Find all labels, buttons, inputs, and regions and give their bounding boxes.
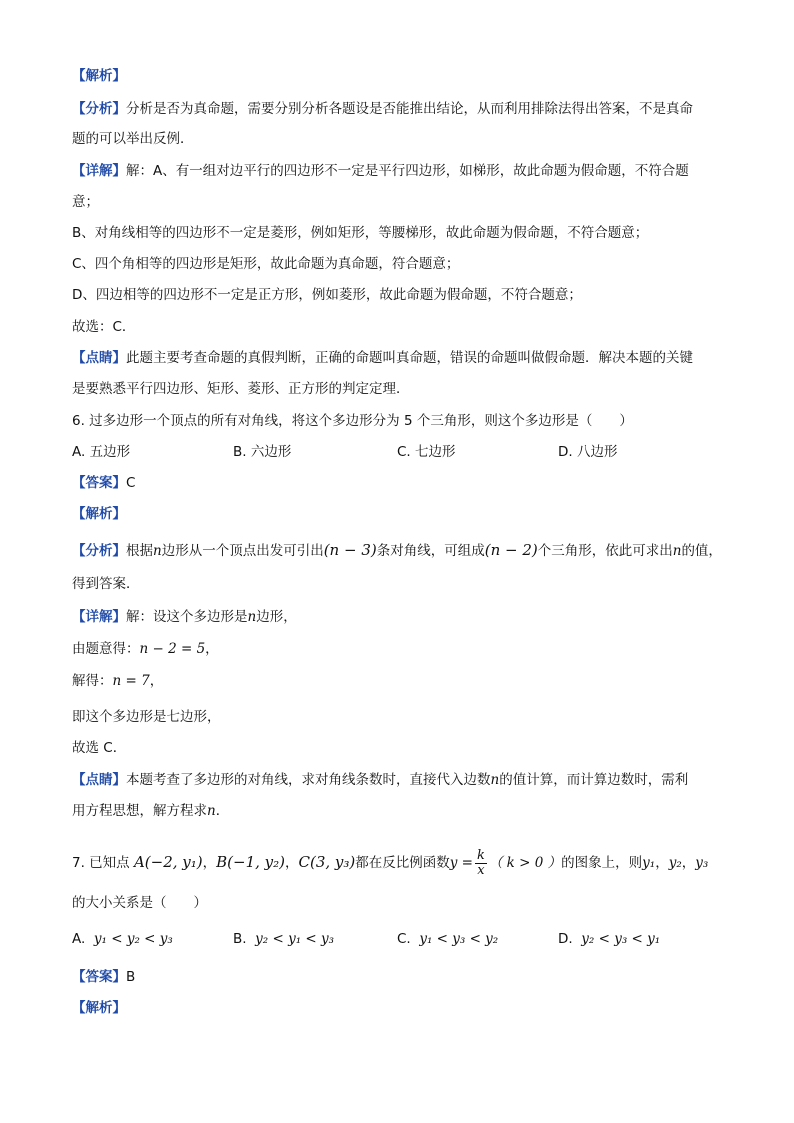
xiangjie-tag: 【详解】 bbox=[72, 609, 126, 625]
jiexi-tag: 【解析】 bbox=[72, 1000, 126, 1016]
q6-dianjing-a: 本题考查了多边形的对角线，求对角线条数时，直接代入边数 bbox=[126, 772, 491, 788]
q5-xiangjie-line1 bbox=[72, 162, 689, 180]
jiexi-tag: 【解析】 bbox=[72, 68, 126, 84]
q6-eq-label: 由题意得： bbox=[72, 641, 140, 657]
q7-jiexi-heading bbox=[72, 999, 126, 1017]
q6-dianjing-b: 的值计算，而计算边数时，需利 bbox=[499, 772, 689, 788]
answer-tag: 【答案】 bbox=[72, 969, 126, 985]
q7-opt-b-label: B. bbox=[233, 931, 247, 947]
q7-fn-lhs: y = bbox=[449, 855, 473, 871]
q7-opt-b-expr: y₂ < y₁ < y₃ bbox=[255, 931, 335, 947]
q6-xiangjie-n: n bbox=[247, 609, 257, 625]
q7-v2: y₂ bbox=[668, 855, 682, 871]
q6-solve-label: 解得： bbox=[72, 673, 113, 689]
q6-dianjing-line2 bbox=[72, 802, 229, 820]
q6-answer bbox=[72, 474, 135, 492]
q6-fenxi-b: 边形从一个顶点出发可引出 bbox=[161, 543, 324, 559]
q5-xiangjie-line2: 意； bbox=[72, 194, 99, 210]
q6-answer-value: C bbox=[126, 475, 136, 491]
q5-dianjing-line1 bbox=[72, 349, 693, 367]
q7-v1: y₁ bbox=[642, 855, 656, 871]
q6-equation-line bbox=[72, 640, 219, 658]
q7-opt-a-label: A. bbox=[72, 931, 86, 947]
q5-line-b: B、对角线相等的四边形不一定是菱形，例如矩形，等腰梯形，故此命题为假命题，不符合题意； bbox=[72, 225, 649, 241]
q7-frac-num: k bbox=[477, 847, 485, 863]
q6-fenxi-n2: n bbox=[672, 543, 682, 559]
q6-dianjing-line1 bbox=[72, 771, 688, 789]
q7-sep1: ， bbox=[202, 855, 217, 871]
q6-conclusion: 即这个多边形是七边形， bbox=[72, 709, 221, 725]
q6-xiangjie-line bbox=[72, 608, 297, 626]
q6-option-a: A. 五边形 bbox=[72, 444, 131, 460]
q7-option-c bbox=[397, 930, 498, 948]
q6-dianjing-l2a: 用方程思想，解方程求 bbox=[72, 803, 207, 819]
dianjing-tag: 【点睛】 bbox=[72, 350, 126, 366]
q7-opt-d-expr: y₂ < y₃ < y₁ bbox=[581, 931, 661, 947]
q7-point-b: B(−1, y₂) bbox=[216, 853, 286, 871]
q6-fenxi-line1 bbox=[72, 541, 722, 560]
q7-v3: y₃ bbox=[695, 855, 709, 871]
q7-sep3: ， bbox=[655, 855, 669, 871]
q7-condition: （ k > 0 ） bbox=[488, 855, 562, 871]
q7-sep2: ， bbox=[285, 855, 299, 871]
q7-stem-c: 的图象上，则 bbox=[561, 855, 643, 871]
q6-fenxi-a: 根据 bbox=[126, 543, 153, 559]
q6-stem: 6. 过多边形一个顶点的所有对角线，将这个多边形分为 5 个三角形，则这个多边形是（ ） bbox=[72, 413, 633, 429]
q6-fenxi-expr1: (n − 3) bbox=[323, 541, 377, 559]
q6-dianjing-l2n: n bbox=[207, 803, 216, 819]
q6-equation: n − 2 = 5 bbox=[139, 641, 206, 657]
q7-opt-a-expr: y₁ < y₂ < y₃ bbox=[93, 931, 173, 947]
q5-dianjing-line2: 是要熟悉平行四边形、矩形、菱形、正方形的判定定理． bbox=[72, 381, 410, 397]
q7-point-c: C(3, y₃) bbox=[298, 853, 356, 871]
q5-line-d: D、四边相等的四边形不一定是正方形，例如菱形，故此命题为假命题，不符合题意； bbox=[72, 287, 582, 303]
q6-solve-line bbox=[72, 672, 163, 690]
q6-fenxi-line2: 得到答案． bbox=[72, 576, 140, 592]
q6-fenxi-d: 个三角形，依此可求出 bbox=[537, 543, 673, 559]
jiexi-tag: 【解析】 bbox=[72, 506, 126, 522]
q7-fraction bbox=[475, 849, 487, 878]
dianjing-tag: 【点睛】 bbox=[72, 772, 126, 788]
q7-point-a: A(−2, y₁) bbox=[133, 853, 203, 871]
fenxi-tag: 【分析】 bbox=[72, 101, 126, 117]
q7-option-b bbox=[233, 930, 334, 948]
q7-sep4: ， bbox=[681, 855, 696, 871]
q6-xiangjie-a: 解：设这个多边形是 bbox=[126, 609, 248, 625]
q5-dianjing-text1: 此题主要考查命题的真假判断，正确的命题叫真命题，错误的命题叫做假命题．解决本题的关键 bbox=[126, 350, 693, 366]
q6-choice: 故选 C． bbox=[72, 740, 127, 756]
q6-option-d: D. 八边形 bbox=[558, 444, 618, 460]
q6-eq-end: ， bbox=[205, 641, 219, 657]
q6-fenxi-n1: n bbox=[153, 543, 162, 559]
q6-option-b: B. 六边形 bbox=[233, 444, 292, 460]
answer-tag: 【答案】 bbox=[72, 475, 126, 491]
q7-opt-c-label: C. bbox=[397, 931, 411, 947]
q6-fenxi-c: 条对角线，可组成 bbox=[376, 543, 485, 559]
q7-option-a bbox=[72, 930, 173, 948]
q5-fenxi-text1: 分析是否为真命题，需要分别分析各题设是否能推出结论，从而利用排除法得出答案，不是真命 bbox=[126, 101, 693, 117]
q5-line-c: C、四个角相等的四边形是矩形，故此命题为真命题，符合题意； bbox=[72, 256, 460, 272]
q6-dianjing-l2b: ． bbox=[215, 803, 230, 819]
q7-option-d bbox=[558, 930, 660, 948]
q7-stem-a: 7. 已知点 bbox=[72, 855, 134, 871]
fenxi-tag: 【分析】 bbox=[72, 543, 126, 559]
q7-stem-line1 bbox=[72, 844, 708, 880]
q7-frac-den: x bbox=[477, 862, 485, 878]
q5-fenxi-line2: 题的可以举出反例． bbox=[72, 131, 194, 147]
q6-solve: n = 7 bbox=[112, 673, 150, 689]
q6-solve-end: ， bbox=[149, 673, 164, 689]
q6-dianjing-n: n bbox=[490, 772, 500, 788]
q6-option-c: C. 七边形 bbox=[397, 444, 456, 460]
q7-stem-line2: 的大小关系是（ ） bbox=[72, 895, 207, 911]
q5-fenxi-line1 bbox=[72, 100, 693, 118]
q6-jiexi-heading bbox=[72, 505, 126, 523]
q7-stem-b: 都在反比例函数 bbox=[355, 855, 450, 871]
xiangjie-tag: 【详解】 bbox=[72, 163, 126, 179]
q6-fenxi-e: 的值， bbox=[681, 543, 722, 559]
q7-answer-value: B bbox=[126, 969, 136, 985]
q7-opt-d-label: D. bbox=[558, 931, 573, 947]
q6-xiangjie-b: 边形， bbox=[256, 609, 297, 625]
q5-jiexi-heading bbox=[72, 67, 126, 85]
q5-xiangjie-text1: 解：A、有一组对边平行的四边形不一定是平行四边形，如梯形，故此命题为假命题，不符合题 bbox=[126, 163, 689, 179]
q7-opt-c-expr: y₁ < y₃ < y₂ bbox=[419, 931, 499, 947]
q5-choice: 故选：C． bbox=[72, 319, 136, 335]
q7-answer bbox=[72, 968, 135, 986]
q6-fenxi-expr2: (n − 2) bbox=[484, 541, 538, 559]
